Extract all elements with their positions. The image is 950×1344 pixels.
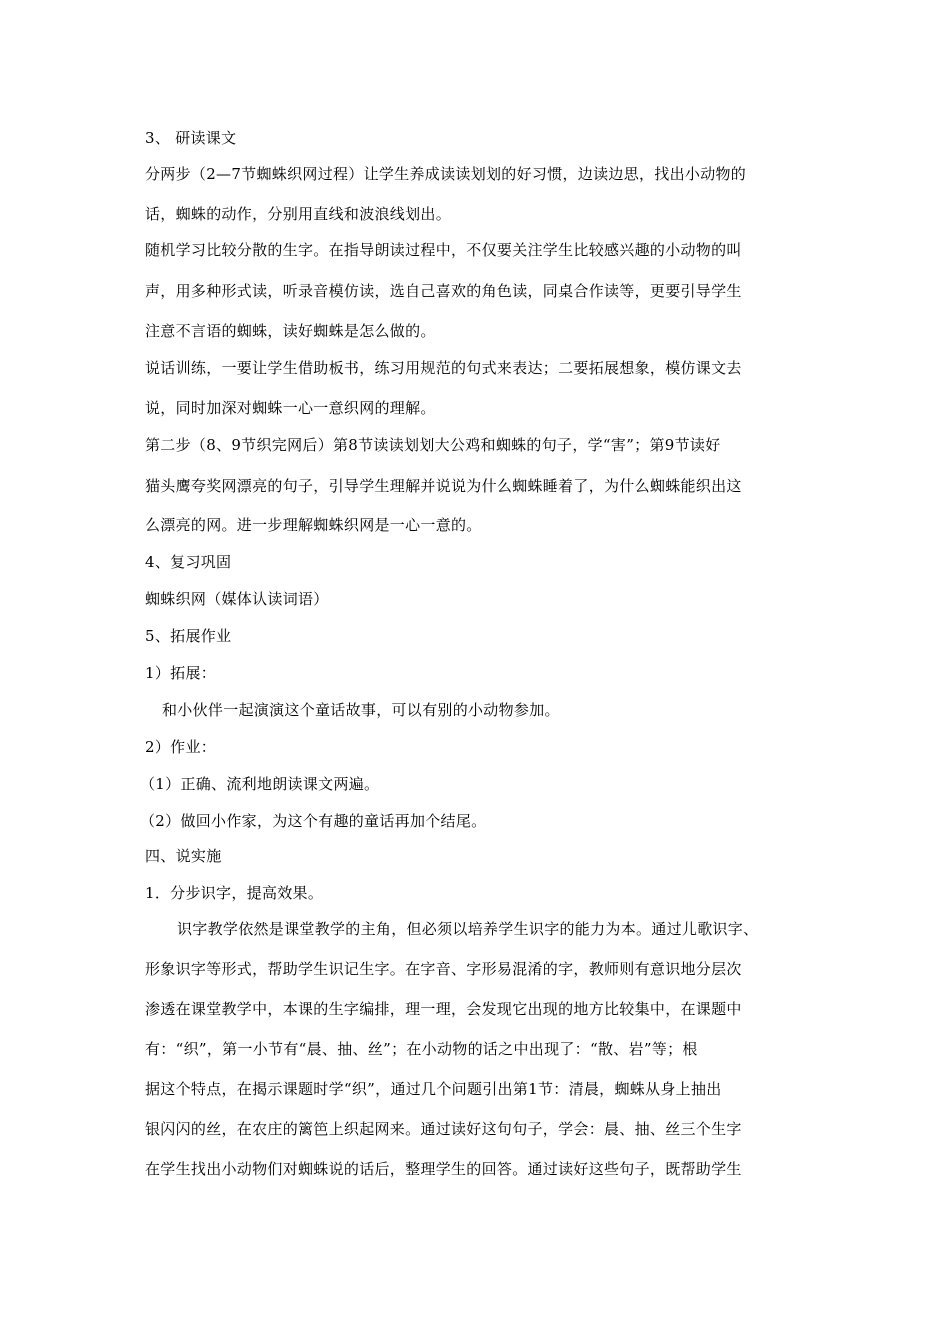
subheading-assignment: 2）作业：: [145, 738, 217, 756]
paragraph-line: 随机学习比较分散的生字。在指导朗读过程中，不仅要关注学生比较感兴趣的小动物的叫: [145, 241, 742, 259]
paragraph-line: 和小伙伴一起演演这个童话故事，可以有别的小动物参加。: [162, 701, 560, 719]
paragraph-line: 分两步（2—7节蜘蛛织网过程）让学生养成读读划划的好习惯，边读边思，找出小动物的: [145, 165, 747, 183]
paragraph-line: 银闪闪的丝，在农庄的篱笆上织起网来。通过读好这句句子，学会：晨、抽、丝三个生字: [145, 1120, 742, 1138]
paragraph-line: 猫头鹰夸奖网漂亮的句子，引导学生理解并说说为什么蜘蛛睡着了，为什么蜘蛛能织出这: [145, 477, 742, 495]
heading-homework: 5、拓展作业: [145, 627, 232, 645]
heading-implementation: 四、说实施: [145, 847, 222, 865]
paragraph-line: 声，用多种形式读，听录音模仿读，选自己喜欢的角色读，同桌合作读等，更要引导学生: [145, 282, 742, 300]
list-item: （1）正确、流利地朗读课文两遍。: [140, 775, 380, 793]
subheading-extension: 1）拓展：: [145, 664, 217, 682]
paragraph-line: 在学生找出小动物们对蜘蛛说的话后，整理学生的回答。通过读好这些句子，既帮助学生: [145, 1160, 742, 1178]
heading-study-text: 3、 研读课文: [145, 129, 237, 147]
paragraph-line: 蜘蛛织网（媒体认读词语）: [145, 590, 329, 608]
paragraph-line: 么漂亮的网。进一步理解蜘蛛织网是一心一意的。: [145, 516, 482, 534]
paragraph-line: 说，同时加深对蜘蛛一心一意织网的理解。: [145, 399, 436, 417]
paragraph-line: 话，蜘蛛的动作，分别用直线和波浪线划出。: [145, 205, 452, 223]
heading-review: 4、复习巩固: [145, 553, 232, 571]
paragraph-line: 注意不言语的蜘蛛，读好蜘蛛是怎么做的。: [145, 322, 436, 340]
paragraph-line: 说话训练，一要让学生借助板书，练习用规范的句式来表达；二要拓展想象，模仿课文去: [145, 359, 742, 377]
list-item: （2）做回小作家，为这个有趣的童话再加个结尾。: [140, 812, 487, 830]
paragraph-line: 有：“织”，第一小节有“晨、抽、丝”；在小动物的话之中出现了：“散、岩”等；根: [145, 1040, 698, 1058]
paragraph-line: 渗透在课堂教学中，本课的生字编排，理一理，会发现它出现的地方比较集中，在课题中: [145, 1000, 742, 1018]
paragraph-line: 据这个特点，在揭示课题时学“织”，通过几个问题引出第1节：清晨，蜘蛛从身上抽出: [145, 1080, 722, 1098]
subheading-step-literacy: 1．分步识字，提高效果。: [145, 884, 324, 902]
paragraph-line: 第二步（8、9节织完网后）第8节读读划划大公鸡和蜘蛛的句子，学“害”；第9节读好: [145, 436, 721, 454]
paragraph-line: 识字教学依然是课堂教学的主角，但必须以培养学生识字的能力为本。通过儿歌识字、: [177, 920, 759, 938]
paragraph-line: 形象识字等形式，帮助学生识记生字。在字音、字形易混淆的字，教师则有意识地分层次: [145, 960, 742, 978]
